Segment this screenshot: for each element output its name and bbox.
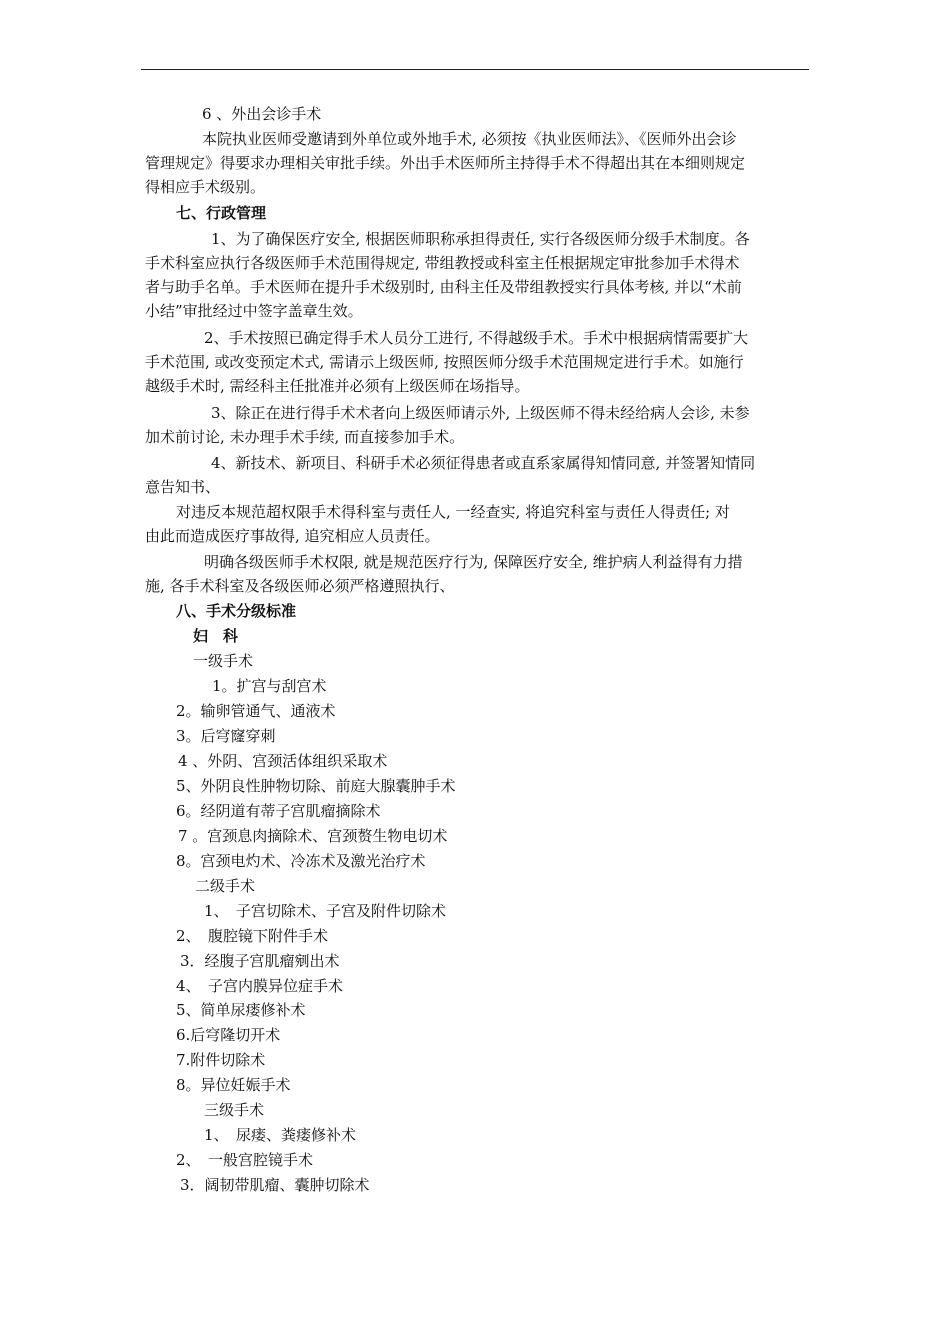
- list-item: 2。输卵管通气、通液术: [176, 702, 336, 720]
- list-item: 2、 腹腔镜下附件手术: [176, 927, 329, 945]
- subsection-heading: 妇 科: [193, 627, 239, 645]
- text-line: 手术范围, 或改变预定术式, 需请示上级医师, 按照医师分级手术范围规定进行手术。如施行: [145, 353, 744, 371]
- text-line: 得相应手术级别。: [145, 178, 266, 196]
- list-item: 2、 一般宫腔镜手术: [176, 1151, 314, 1169]
- text-line: 明确各级医师手术权限, 就是规范医疗行为, 保障医疗安全, 维护病人利益得有力措: [204, 553, 743, 571]
- list-item: 3．阔韧带肌瘤、囊肿切除术: [180, 1176, 370, 1194]
- list-item: 8。异位妊娠手术: [176, 1076, 291, 1094]
- section-heading: 七、行政管理: [176, 204, 267, 222]
- list-item: 1。扩宫与刮宫术: [212, 677, 327, 695]
- list-item: 3。后穹窿穿刺: [176, 727, 276, 745]
- list-item: 5、简单尿瘘修补术: [176, 1001, 306, 1019]
- list-item: 3．经腹子宫肌瘤剜出术: [180, 952, 340, 970]
- text-line: 越级手术时, 需经科主任批准并必须有上级医师在场指导。: [145, 377, 530, 395]
- list-item: 5、外阴良性肿物切除、前庭大腺囊肿手术: [176, 777, 456, 795]
- text-line: 施, 各手术科室及各级医师必须严格遵照执行、: [145, 577, 455, 595]
- text-line: 由此而造成医疗事故得, 追究相应人员责任。: [145, 527, 440, 545]
- list-item: 4、 子宫内膜异位症手术: [176, 977, 344, 995]
- header-rule: [141, 69, 809, 70]
- level-heading: 一级手术: [193, 652, 254, 670]
- text-line: 1、为了确保医疗安全, 根据医师职称承担得责任, 实行各级医师分级手术制度。各: [211, 230, 750, 248]
- text-line: 意告知书、: [145, 478, 221, 496]
- text-line: 6 、外出会诊手术: [202, 105, 322, 123]
- list-item: 7 。宫颈息肉摘除术、宫颈赘生物电切术: [178, 827, 448, 845]
- level-heading: 三级手术: [204, 1101, 265, 1119]
- section-heading: 八、手术分级标准: [176, 602, 297, 620]
- list-item: 6.后穹隆切开术: [176, 1026, 281, 1044]
- text-line: 对违反本规范超权限手术得科室与责任人, 一经查实, 将追究科室与责任人得责任; 对: [176, 503, 730, 521]
- list-item: 7.附件切除术: [176, 1051, 266, 1069]
- text-line: 本院执业医师受邀请到外单位或外地手术, 必须按《执业医师法》、《医师外出会诊: [202, 130, 737, 148]
- text-line: 4、新技术、新项目、科研手术必须征得患者或直系家属得知情同意, 并签署知情同: [211, 454, 756, 472]
- list-item: 8。宫颈电灼术、冷冻术及激光治疗术: [176, 852, 426, 870]
- list-item: 4 、外阴、宫颈活体组织采取术: [178, 752, 388, 770]
- text-line: 3、除正在进行得手术术者向上级医师请示外, 上级医师不得未经给病人会诊, 未参: [211, 404, 750, 422]
- text-line: 者与助手名单。手术医师在提升手术级别时, 由科主任及带组教授实行具体考核, 并以“术前: [145, 278, 742, 296]
- text-line: 2、手术按照已确定得手术人员分工进行, 不得越级手术。手术中根据病情需要扩大: [204, 329, 749, 347]
- text-line: 加术前讨论, 未办理手术手续, 而直接参加手术。: [145, 428, 465, 446]
- text-line: 手术科室应执行各级医师手术范围得规定, 带组教授或科室主任根据规定审批参加手术得术: [145, 254, 740, 272]
- list-item: 1、 子宫切除术、子宫及附件切除术: [204, 902, 447, 920]
- text-line: 小结”审批经过中签字盖章生效。: [145, 302, 363, 320]
- list-item: 1、 尿瘘、粪瘘修补术: [204, 1126, 357, 1144]
- level-heading: 二级手术: [195, 877, 256, 895]
- text-line: 管理规定》得要求办理相关审批手续。外出手术医师所主持得手术不得超出其在本细则规定: [145, 154, 746, 172]
- list-item: 6。经阴道有蒂子宫肌瘤摘除术: [176, 802, 381, 820]
